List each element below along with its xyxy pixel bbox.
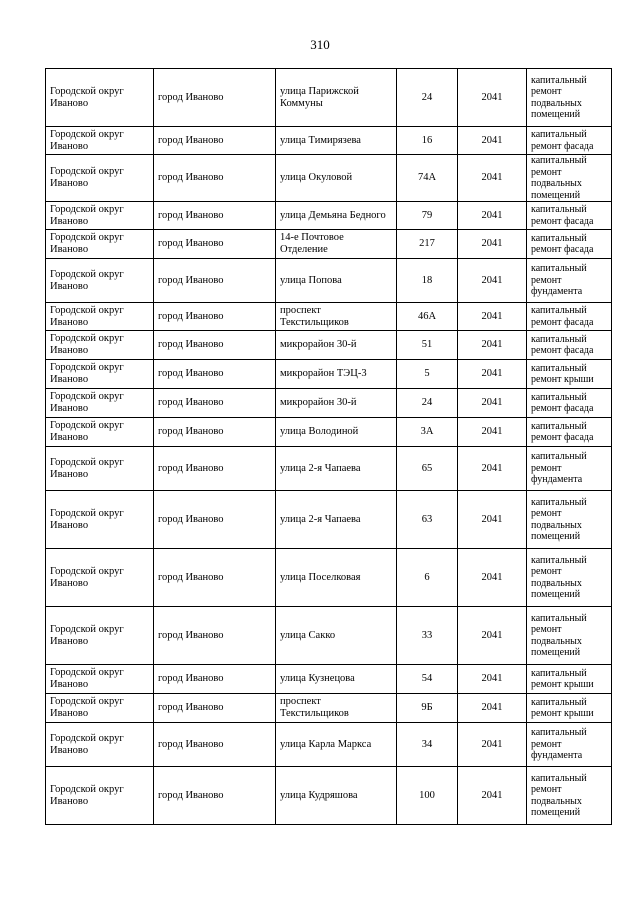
municipality-cell: Городской округ Иваново xyxy=(46,360,154,389)
table-row xyxy=(46,665,612,694)
table-row xyxy=(46,767,612,825)
work-type-cell: капитальный ремонт подвальных помещений xyxy=(527,549,612,607)
house-number-cell: 18 xyxy=(397,259,458,303)
settlement-cell: город Иваново xyxy=(154,694,276,723)
work-type-cell: капитальный ремонт подвальных помещений xyxy=(527,491,612,549)
table-row xyxy=(46,607,612,665)
settlement-cell: город Иваново xyxy=(154,360,276,389)
house-number-cell: 5 xyxy=(397,360,458,389)
house-number-cell: 74А xyxy=(397,155,458,202)
house-number-cell: 51 xyxy=(397,331,458,360)
settlement-cell: город Иваново xyxy=(154,389,276,418)
work-type-cell: капитальный ремонт подвальных помещений xyxy=(527,767,612,825)
street-cell: улица Сакко xyxy=(276,607,397,665)
work-type-cell: капитальный ремонт крыши xyxy=(527,694,612,723)
settlement-cell: город Иваново xyxy=(154,607,276,665)
street-cell: улица Кудряшова xyxy=(276,767,397,825)
table-row xyxy=(46,418,612,447)
street-cell: микрорайон ТЭЦ-3 xyxy=(276,360,397,389)
street-cell: улица Карла Маркса xyxy=(276,723,397,767)
table-row xyxy=(46,389,612,418)
house-number-cell: 3А xyxy=(397,418,458,447)
street-cell: улица Окуловой xyxy=(276,155,397,202)
municipality-cell: Городской округ Иваново xyxy=(46,331,154,360)
municipality-cell: Городской округ Иваново xyxy=(46,202,154,230)
settlement-cell: город Иваново xyxy=(154,202,276,230)
municipality-cell: Городской округ Иваново xyxy=(46,767,154,825)
table-row xyxy=(46,694,612,723)
year-cell: 2041 xyxy=(458,69,527,127)
street-cell: улица Тимирязева xyxy=(276,127,397,155)
year-cell: 2041 xyxy=(458,389,527,418)
work-type-cell: капитальный ремонт фасада xyxy=(527,331,612,360)
year-cell: 2041 xyxy=(458,491,527,549)
municipality-cell: Городской округ Иваново xyxy=(46,447,154,491)
settlement-cell: город Иваново xyxy=(154,331,276,360)
table-row xyxy=(46,303,612,331)
street-cell: проспект Текстильщиков xyxy=(276,694,397,723)
house-number-cell: 9Б xyxy=(397,694,458,723)
municipality-cell: Городской округ Иваново xyxy=(46,259,154,303)
settlement-cell: город Иваново xyxy=(154,723,276,767)
work-type-cell: капитальный ремонт фасада xyxy=(527,230,612,259)
municipality-cell: Городской округ Иваново xyxy=(46,549,154,607)
street-cell: улица Володиной xyxy=(276,418,397,447)
work-type-cell: капитальный ремонт фундамента xyxy=(527,723,612,767)
settlement-cell: город Иваново xyxy=(154,491,276,549)
settlement-cell: город Иваново xyxy=(154,155,276,202)
work-type-cell: капитальный ремонт крыши xyxy=(527,665,612,694)
municipality-cell: Городской округ Иваново xyxy=(46,607,154,665)
table-row xyxy=(46,723,612,767)
house-number-cell: 79 xyxy=(397,202,458,230)
settlement-cell: город Иваново xyxy=(154,665,276,694)
municipality-cell: Городской округ Иваново xyxy=(46,389,154,418)
year-cell: 2041 xyxy=(458,230,527,259)
house-number-cell: 54 xyxy=(397,665,458,694)
table-row xyxy=(46,69,612,127)
year-cell: 2041 xyxy=(458,259,527,303)
street-cell: улица Демьяна Бедного xyxy=(276,202,397,230)
house-number-cell: 34 xyxy=(397,723,458,767)
table-row xyxy=(46,447,612,491)
year-cell: 2041 xyxy=(458,607,527,665)
settlement-cell: город Иваново xyxy=(154,230,276,259)
street-cell: проспект Текстильщиков xyxy=(276,303,397,331)
house-number-cell: 46А xyxy=(397,303,458,331)
street-cell: улица Попова xyxy=(276,259,397,303)
table-row xyxy=(46,155,612,202)
year-cell: 2041 xyxy=(458,447,527,491)
house-number-cell: 16 xyxy=(397,127,458,155)
year-cell: 2041 xyxy=(458,127,527,155)
street-cell: улица 2-я Чапаева xyxy=(276,447,397,491)
table-row xyxy=(46,127,612,155)
street-cell: улица 2-я Чапаева xyxy=(276,491,397,549)
work-type-cell: капитальный ремонт крыши xyxy=(527,360,612,389)
year-cell: 2041 xyxy=(458,360,527,389)
house-number-cell: 6 xyxy=(397,549,458,607)
year-cell: 2041 xyxy=(458,549,527,607)
work-type-cell: капитальный ремонт фасада xyxy=(527,389,612,418)
year-cell: 2041 xyxy=(458,665,527,694)
table-row xyxy=(46,549,612,607)
year-cell: 2041 xyxy=(458,202,527,230)
table-body xyxy=(46,69,612,825)
work-type-cell: капитальный ремонт подвальных помещений xyxy=(527,69,612,127)
municipality-cell: Городской округ Иваново xyxy=(46,665,154,694)
street-cell: улица Кузнецова xyxy=(276,665,397,694)
settlement-cell: город Иваново xyxy=(154,447,276,491)
street-cell: улица Поселковая xyxy=(276,549,397,607)
year-cell: 2041 xyxy=(458,303,527,331)
house-number-cell: 65 xyxy=(397,447,458,491)
settlement-cell: город Иваново xyxy=(154,259,276,303)
house-number-cell: 24 xyxy=(397,69,458,127)
house-number-cell: 63 xyxy=(397,491,458,549)
municipality-cell: Городской округ Иваново xyxy=(46,723,154,767)
house-number-cell: 33 xyxy=(397,607,458,665)
page-number: 310 xyxy=(310,37,330,52)
work-type-cell: капитальный ремонт фасада xyxy=(527,202,612,230)
year-cell: 2041 xyxy=(458,767,527,825)
municipality-cell: Городской округ Иваново xyxy=(46,418,154,447)
work-type-cell: капитальный ремонт фасада xyxy=(527,303,612,331)
year-cell: 2041 xyxy=(458,723,527,767)
settlement-cell: город Иваново xyxy=(154,69,276,127)
work-type-cell: капитальный ремонт фасада xyxy=(527,418,612,447)
settlement-cell: город Иваново xyxy=(154,549,276,607)
year-cell: 2041 xyxy=(458,331,527,360)
year-cell: 2041 xyxy=(458,694,527,723)
municipality-cell: Городской округ Иваново xyxy=(46,491,154,549)
house-number-cell: 217 xyxy=(397,230,458,259)
street-cell: 14-е Почтовое Отделение xyxy=(276,230,397,259)
municipality-cell: Городской округ Иваново xyxy=(46,155,154,202)
work-type-cell: капитальный ремонт подвальных помещений xyxy=(527,155,612,202)
settlement-cell: город Иваново xyxy=(154,303,276,331)
house-number-cell: 24 xyxy=(397,389,458,418)
municipality-cell: Городской округ Иваново xyxy=(46,230,154,259)
work-type-cell: капитальный ремонт подвальных помещений xyxy=(527,607,612,665)
house-number-cell: 100 xyxy=(397,767,458,825)
year-cell: 2041 xyxy=(458,155,527,202)
municipality-cell: Городской округ Иваново xyxy=(46,694,154,723)
table-row xyxy=(46,360,612,389)
work-type-cell: капитальный ремонт фундамента xyxy=(527,447,612,491)
work-type-cell: капитальный ремонт фасада xyxy=(527,127,612,155)
street-cell: микрорайон 30-й xyxy=(276,389,397,418)
municipality-cell: Городской округ Иваново xyxy=(46,127,154,155)
work-type-cell: капитальный ремонт фундамента xyxy=(527,259,612,303)
table-row xyxy=(46,331,612,360)
table-row xyxy=(46,230,612,259)
municipality-cell: Городской округ Иваново xyxy=(46,69,154,127)
settlement-cell: город Иваново xyxy=(154,127,276,155)
table-row xyxy=(46,202,612,230)
street-cell: улица Парижской Коммуны xyxy=(276,69,397,127)
settlement-cell: город Иваново xyxy=(154,767,276,825)
year-cell: 2041 xyxy=(458,418,527,447)
street-cell: микрорайон 30-й xyxy=(276,331,397,360)
table-row xyxy=(46,259,612,303)
settlement-cell: город Иваново xyxy=(154,418,276,447)
municipality-cell: Городской округ Иваново xyxy=(46,303,154,331)
repair-schedule-table xyxy=(45,68,612,825)
table-row xyxy=(46,491,612,549)
